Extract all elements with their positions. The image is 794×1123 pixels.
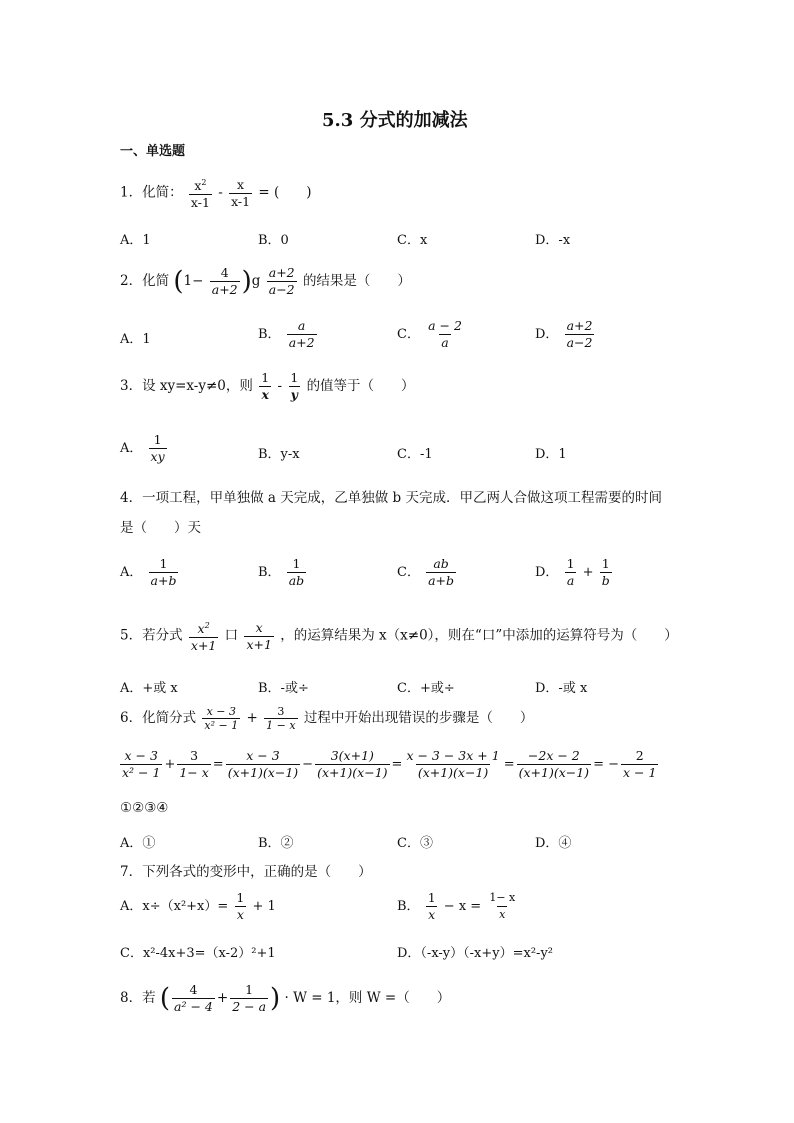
q6-fraction-2: $\frac{3}{1 - x}$ bbox=[266, 705, 296, 732]
q2-option-c[interactable]: C． $\frac{a - 2}{a}$ bbox=[397, 318, 462, 350]
q7-option-b[interactable]: B． $\frac{1}{x}$ − x = $\frac{1- x}{x}$ bbox=[397, 890, 516, 922]
q2-g: g bbox=[251, 273, 261, 289]
q8-fraction-1: $\frac{4}{\text{a² − 4}}$ bbox=[174, 982, 213, 1014]
q6-option-c[interactable]: C．③ bbox=[397, 836, 433, 851]
q4-option-a[interactable]: A． $\frac{1}{a+b}$ bbox=[120, 556, 177, 588]
q1-option-d[interactable]: D．-x bbox=[535, 233, 571, 248]
question-7: 7．下列各式的变形中，正确的是（ ） bbox=[120, 864, 372, 880]
q1-operator: - bbox=[218, 184, 223, 201]
q5-fraction-1: $\frac{x^2}{x+1}$ bbox=[190, 621, 217, 654]
q4-option-b[interactable]: B． $\frac{1}{ab}$ bbox=[258, 556, 305, 588]
q2-fraction-2: $\frac{a+2}{a-2}$ bbox=[268, 265, 295, 297]
q3-option-b[interactable]: B．y-x bbox=[258, 447, 300, 462]
q5-option-a[interactable]: A．+或 x bbox=[120, 681, 178, 696]
q6-derivation: $\frac{x - 3}{\text{x² − 1}}$ + $\frac{3}{1- x}$ = $\frac{x - 3}{(x+1)(x-1)}$ − $\frac{3(x+1)}{(x+1)(x-1)}$ = $\frac{x - 3 - 3x + 1}{(x+1)(x-1)}$ = $\frac{-2x - 2}{(x+1)(x-1)}$ = − $\frac{2}{x - 1}$ bbox=[122, 748, 657, 780]
q8-stem: 8．若 bbox=[120, 990, 156, 1006]
q5-option-c[interactable]: C．+或÷ bbox=[397, 681, 455, 696]
q3-tail: 的值等于（ ） bbox=[306, 378, 415, 394]
question-2: 2．化简 (1− $\frac{4}{a+2}$ )g $\frac{a+2}{a-2}$ 的结果是（ ） bbox=[120, 265, 411, 297]
q8-fraction-2: $\frac{1}{2 - a}$ bbox=[232, 982, 267, 1014]
q7-option-d[interactable]: D．（-x-y）（-x+y）=x²-y² bbox=[397, 946, 554, 961]
q2-stem: 2．化简 bbox=[120, 273, 170, 289]
question-1 bbox=[120, 175, 312, 211]
q5-stem: 5．若分式 bbox=[120, 627, 183, 644]
q2-one-minus: 1− bbox=[183, 273, 204, 289]
q3-fraction-1: $\frac{1}{x}$ bbox=[261, 370, 270, 402]
q1-option-a[interactable]: A．1 bbox=[120, 233, 151, 248]
q3-option-a[interactable]: A． $\frac{1}{xy}$ bbox=[120, 432, 165, 464]
q1-fraction-2: $\frac{x}{x-1}$ bbox=[231, 176, 251, 209]
q1-fraction-1: $\frac{x^2}{x-1}$ bbox=[190, 178, 210, 211]
q6-option-d[interactable]: D．④ bbox=[535, 836, 572, 851]
q1-option-c[interactable]: C．x bbox=[397, 233, 428, 248]
q6-plus: + bbox=[246, 710, 258, 726]
question-4-line-1: 4．一项工程，甲单独做 a 天完成，乙单独做 b 天完成．甲乙两人合做这项工程需要的时间 bbox=[120, 490, 662, 506]
page-title: 5.3 分式的加减法 bbox=[322, 110, 468, 131]
q3-fraction-2: $\frac{1}{y}$ bbox=[290, 370, 299, 402]
q6-option-b[interactable]: B．② bbox=[258, 836, 294, 851]
q3-option-d[interactable]: D．1 bbox=[535, 447, 567, 462]
q5-option-b[interactable]: B．-或÷ bbox=[258, 681, 309, 696]
q8-tail: · W = 1，则 W =（ ） bbox=[284, 990, 451, 1006]
q6-stem: 6．化简分式 bbox=[120, 710, 197, 726]
question-6 bbox=[120, 705, 533, 732]
q1-option-b[interactable]: B．0 bbox=[258, 233, 289, 248]
q6-tail: 过程中开始出现错误的步骤是（ ） bbox=[303, 710, 534, 726]
q3-stem: 3．设 xy=x-y≠0，则 bbox=[120, 378, 253, 394]
q2-option-b[interactable]: B． $\frac{a}{a+2}$ bbox=[258, 318, 315, 350]
q3-operator: - bbox=[277, 378, 283, 394]
question-3 bbox=[120, 370, 415, 403]
q6-option-a[interactable]: A．① bbox=[120, 836, 156, 851]
q2-fraction-1: $\frac{4}{a+2}$ bbox=[211, 265, 238, 297]
q4-option-c[interactable]: C． $\frac{ab}{a+b}$ bbox=[397, 556, 455, 588]
q5-fraction-2: $\frac{x}{x+1}$ bbox=[246, 619, 272, 652]
q5-option-d[interactable]: D．-或 x bbox=[535, 681, 588, 696]
q2-tail: 的结果是（ ） bbox=[302, 273, 411, 289]
q3-option-c[interactable]: C．-1 bbox=[397, 447, 433, 462]
q6-fraction-1: $\frac{x - 3}{\text{x² − 1}}$ bbox=[204, 705, 239, 732]
q1-tail: = ( ) bbox=[258, 184, 312, 201]
q5-tail: ，的运算结果为 x（x≠0），则在“口”中添加的运算符号为（ ） bbox=[280, 627, 678, 644]
q4-option-d[interactable]: D． $\frac{1}{a}$ + $\frac{1}{b}$ bbox=[535, 556, 610, 588]
q1-stem: 1．化简： bbox=[120, 184, 183, 201]
question-5 bbox=[120, 618, 678, 654]
q2-option-d[interactable]: D． $\frac{a+2}{a-2}$ bbox=[535, 318, 593, 350]
q7-option-a[interactable]: A．x÷（x²+x）= $\frac{1}{x}$ + 1 bbox=[120, 890, 276, 922]
section-heading: 一、单选题 bbox=[120, 144, 186, 159]
q5-box: 口 bbox=[224, 627, 239, 644]
q2-option-a[interactable]: A．1 bbox=[120, 332, 151, 347]
q7-option-c[interactable]: C．x²-4x+3=（x-2）²+1 bbox=[120, 946, 276, 961]
question-4-line-2: 是（ ）天 bbox=[120, 520, 201, 536]
question-8: 8．若 ( $\frac{4}{\text{a² − 4}}$ + $\frac{1}{2 - a}$ ) · W = 1，则 W =（ ） bbox=[120, 982, 451, 1014]
q6-steps: ①②③④ bbox=[120, 800, 169, 816]
